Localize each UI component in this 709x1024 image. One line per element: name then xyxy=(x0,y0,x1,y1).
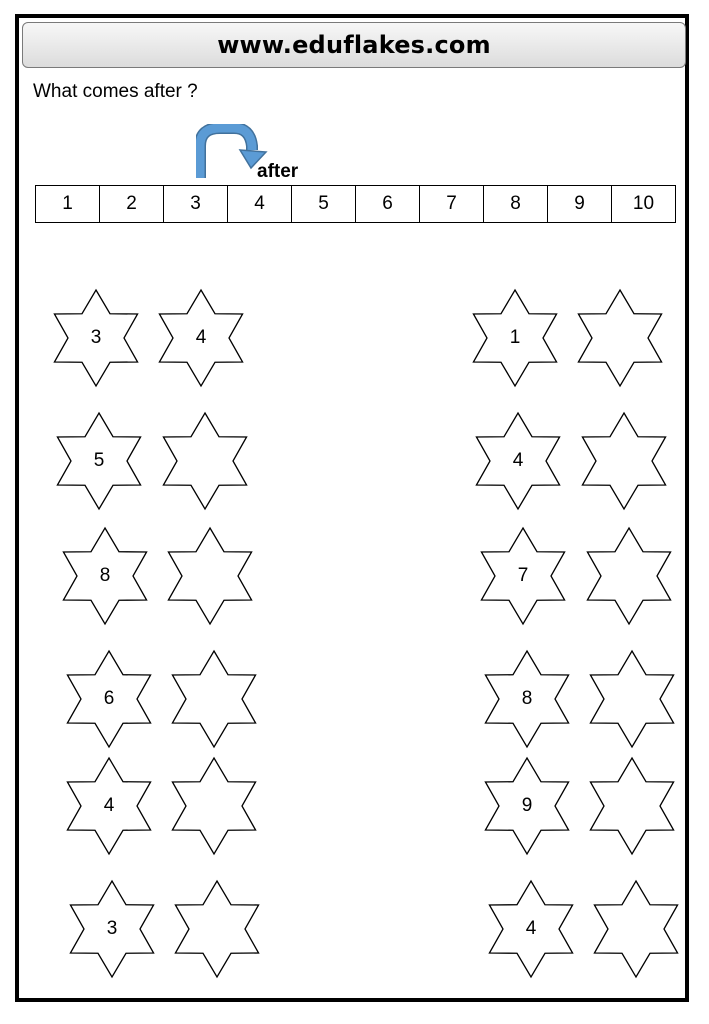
given-number-star xyxy=(469,412,567,510)
number-line-cell: 10 xyxy=(632,193,655,214)
given-number-star xyxy=(482,880,580,978)
star-number: 8 xyxy=(99,565,111,586)
star-number: 1 xyxy=(509,327,521,348)
site-title: www.eduflakes.com xyxy=(217,31,491,59)
star-number xyxy=(165,757,263,855)
star-number xyxy=(571,289,669,387)
star-number: 7 xyxy=(517,565,529,586)
answer-star xyxy=(152,289,250,387)
answer-star xyxy=(571,289,669,387)
star-number: 4 xyxy=(195,327,207,348)
instruction-text: What comes after ? xyxy=(33,81,198,102)
number-line-cell: 5 xyxy=(292,186,356,222)
answer-star xyxy=(575,412,673,510)
given-number-star xyxy=(50,412,148,510)
answer-star xyxy=(161,527,259,625)
answer-star xyxy=(165,650,263,748)
given-number-star xyxy=(60,757,158,855)
star-number xyxy=(583,650,681,748)
number-line xyxy=(35,185,676,223)
given-number-star xyxy=(466,289,564,387)
number-line-cell: 1 xyxy=(36,186,100,222)
number-line-cell: 4 xyxy=(228,186,292,222)
answer-star xyxy=(168,880,266,978)
star-number: 3 xyxy=(106,918,118,939)
answer-star xyxy=(587,880,685,978)
answer-star xyxy=(583,757,681,855)
given-number-star xyxy=(47,289,145,387)
star-number: 4 xyxy=(525,918,537,939)
after-label: after xyxy=(257,161,299,182)
star-number xyxy=(161,527,259,625)
star-number xyxy=(587,880,685,978)
answer-star xyxy=(156,412,254,510)
given-number-star xyxy=(478,757,576,855)
star-number xyxy=(168,880,266,978)
answer-star xyxy=(580,527,678,625)
star-number xyxy=(156,412,254,510)
number-line-cell: 6 xyxy=(356,186,420,222)
given-number-star xyxy=(56,527,154,625)
star-number: 3 xyxy=(90,327,102,348)
number-line-cell: 8 xyxy=(484,186,548,222)
star-number: 8 xyxy=(521,688,533,709)
star-number: 4 xyxy=(512,450,524,471)
star-number xyxy=(575,412,673,510)
given-number-star xyxy=(478,650,576,748)
star-number: 5 xyxy=(93,450,105,471)
number-line-cell: 2 xyxy=(100,186,164,222)
answer-star xyxy=(583,650,681,748)
given-number-star xyxy=(60,650,158,748)
star-number: 9 xyxy=(521,795,533,816)
number-line-cell: 9 xyxy=(548,186,612,222)
number-line-cell: 3 xyxy=(164,186,228,222)
given-number-star xyxy=(474,527,572,625)
star-number: 6 xyxy=(103,688,115,709)
header-bar xyxy=(22,22,686,68)
star-number: 4 xyxy=(103,795,115,816)
given-number-star xyxy=(63,880,161,978)
star-number xyxy=(580,527,678,625)
star-number xyxy=(583,757,681,855)
star-number xyxy=(165,650,263,748)
number-line-cell: 7 xyxy=(420,186,484,222)
answer-star xyxy=(165,757,263,855)
